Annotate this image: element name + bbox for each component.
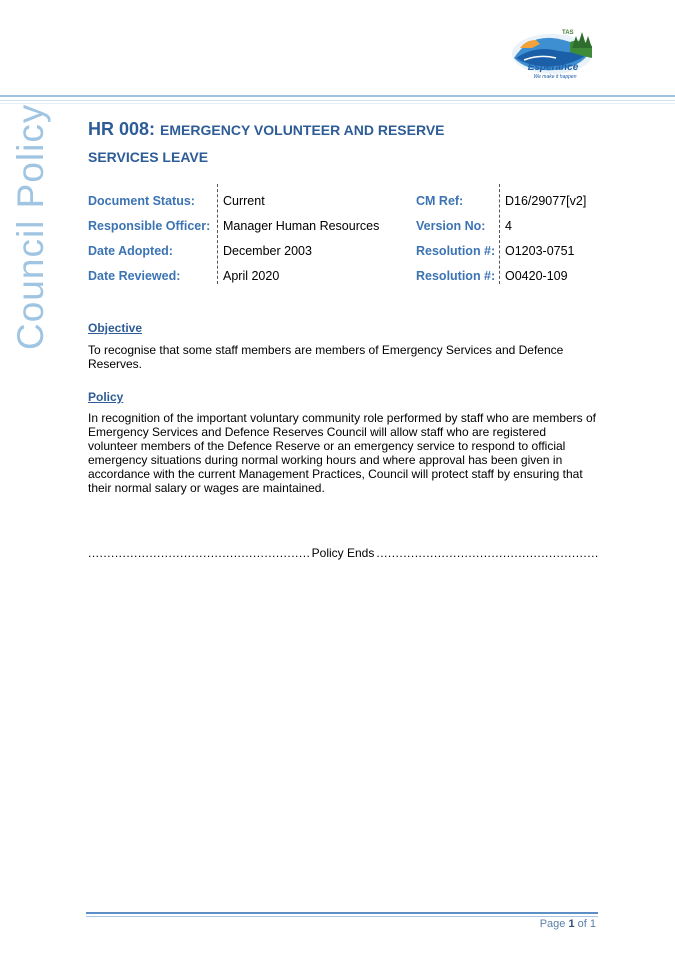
meta-value: Manager Human Resources — [223, 218, 380, 233]
objective-text: To recognise that some staff members are members of Emergency Services and Defence Reserves. — [88, 343, 564, 371]
meta-value: December 2003 — [223, 243, 312, 258]
objective-heading: Objective — [88, 321, 143, 335]
header-rule-thin — [0, 100, 675, 101]
policy-heading: Policy — [88, 390, 124, 404]
page-number — [520, 918, 596, 930]
meta-left-values — [223, 188, 379, 288]
header-rule — [0, 95, 675, 97]
logo-name: Esperance — [527, 62, 579, 73]
meta-value: O1203-0751 — [505, 243, 575, 258]
meta-value: April 2020 — [223, 268, 280, 283]
logo-tagline: We make it happen — [533, 74, 577, 80]
meta-value: D16/29077[v2] — [505, 193, 587, 208]
footer-rule — [86, 912, 598, 914]
page-of: of 1 — [577, 918, 596, 930]
dot-leader — [88, 546, 310, 560]
meta-label: Date Adopted: — [88, 243, 173, 258]
meta-separator — [499, 184, 500, 284]
meta-value: Current — [223, 193, 265, 208]
meta-label: Resolution #: — [416, 268, 496, 283]
meta-label: Version No: — [416, 218, 486, 233]
policy-ends-label: Policy Ends — [311, 546, 375, 560]
policy-text: In recognition of the important voluntary community role performed by staff who are members of Emergency Services and Defence Reserves Council will allow staff who are registered volunteer members of the Defence Reserve or an emergency service to respond to official emergency situations during normal working hours and where approval has been given in accordance with the current Management Practices, Council will protect staff by ensuring that their normal salary or wages are maintained. — [88, 411, 597, 495]
title-line1: EMERGENCY VOLUNTEER AND RESERVE — [160, 122, 445, 138]
policy-ends-line — [88, 546, 598, 560]
header-rule-faint — [0, 103, 675, 104]
dot-leader — [376, 546, 598, 560]
logo-small-text: TAS — [562, 30, 574, 36]
meta-separator — [217, 184, 218, 284]
meta-label: Responsible Officer: — [88, 218, 211, 233]
meta-value: O0420-109 — [505, 268, 568, 283]
page-prefix: Page — [539, 918, 566, 930]
meta-value: 4 — [505, 218, 512, 233]
meta-right-values — [505, 188, 586, 288]
page-current: 1 — [568, 918, 575, 930]
meta-right-labels — [416, 188, 495, 288]
footer-rule-thin — [86, 916, 598, 917]
title-code: HR 008: — [88, 119, 156, 139]
side-label: Council Policy — [10, 103, 51, 350]
meta-label: CM Ref: — [416, 193, 464, 208]
meta-left-labels — [88, 188, 210, 288]
page-title — [88, 116, 608, 170]
meta-label: Document Status: — [88, 193, 195, 208]
meta-label: Resolution #: — [416, 243, 496, 258]
meta-label: Date Reviewed: — [88, 268, 181, 283]
title-line2: SERVICES LEAVE — [88, 149, 209, 165]
